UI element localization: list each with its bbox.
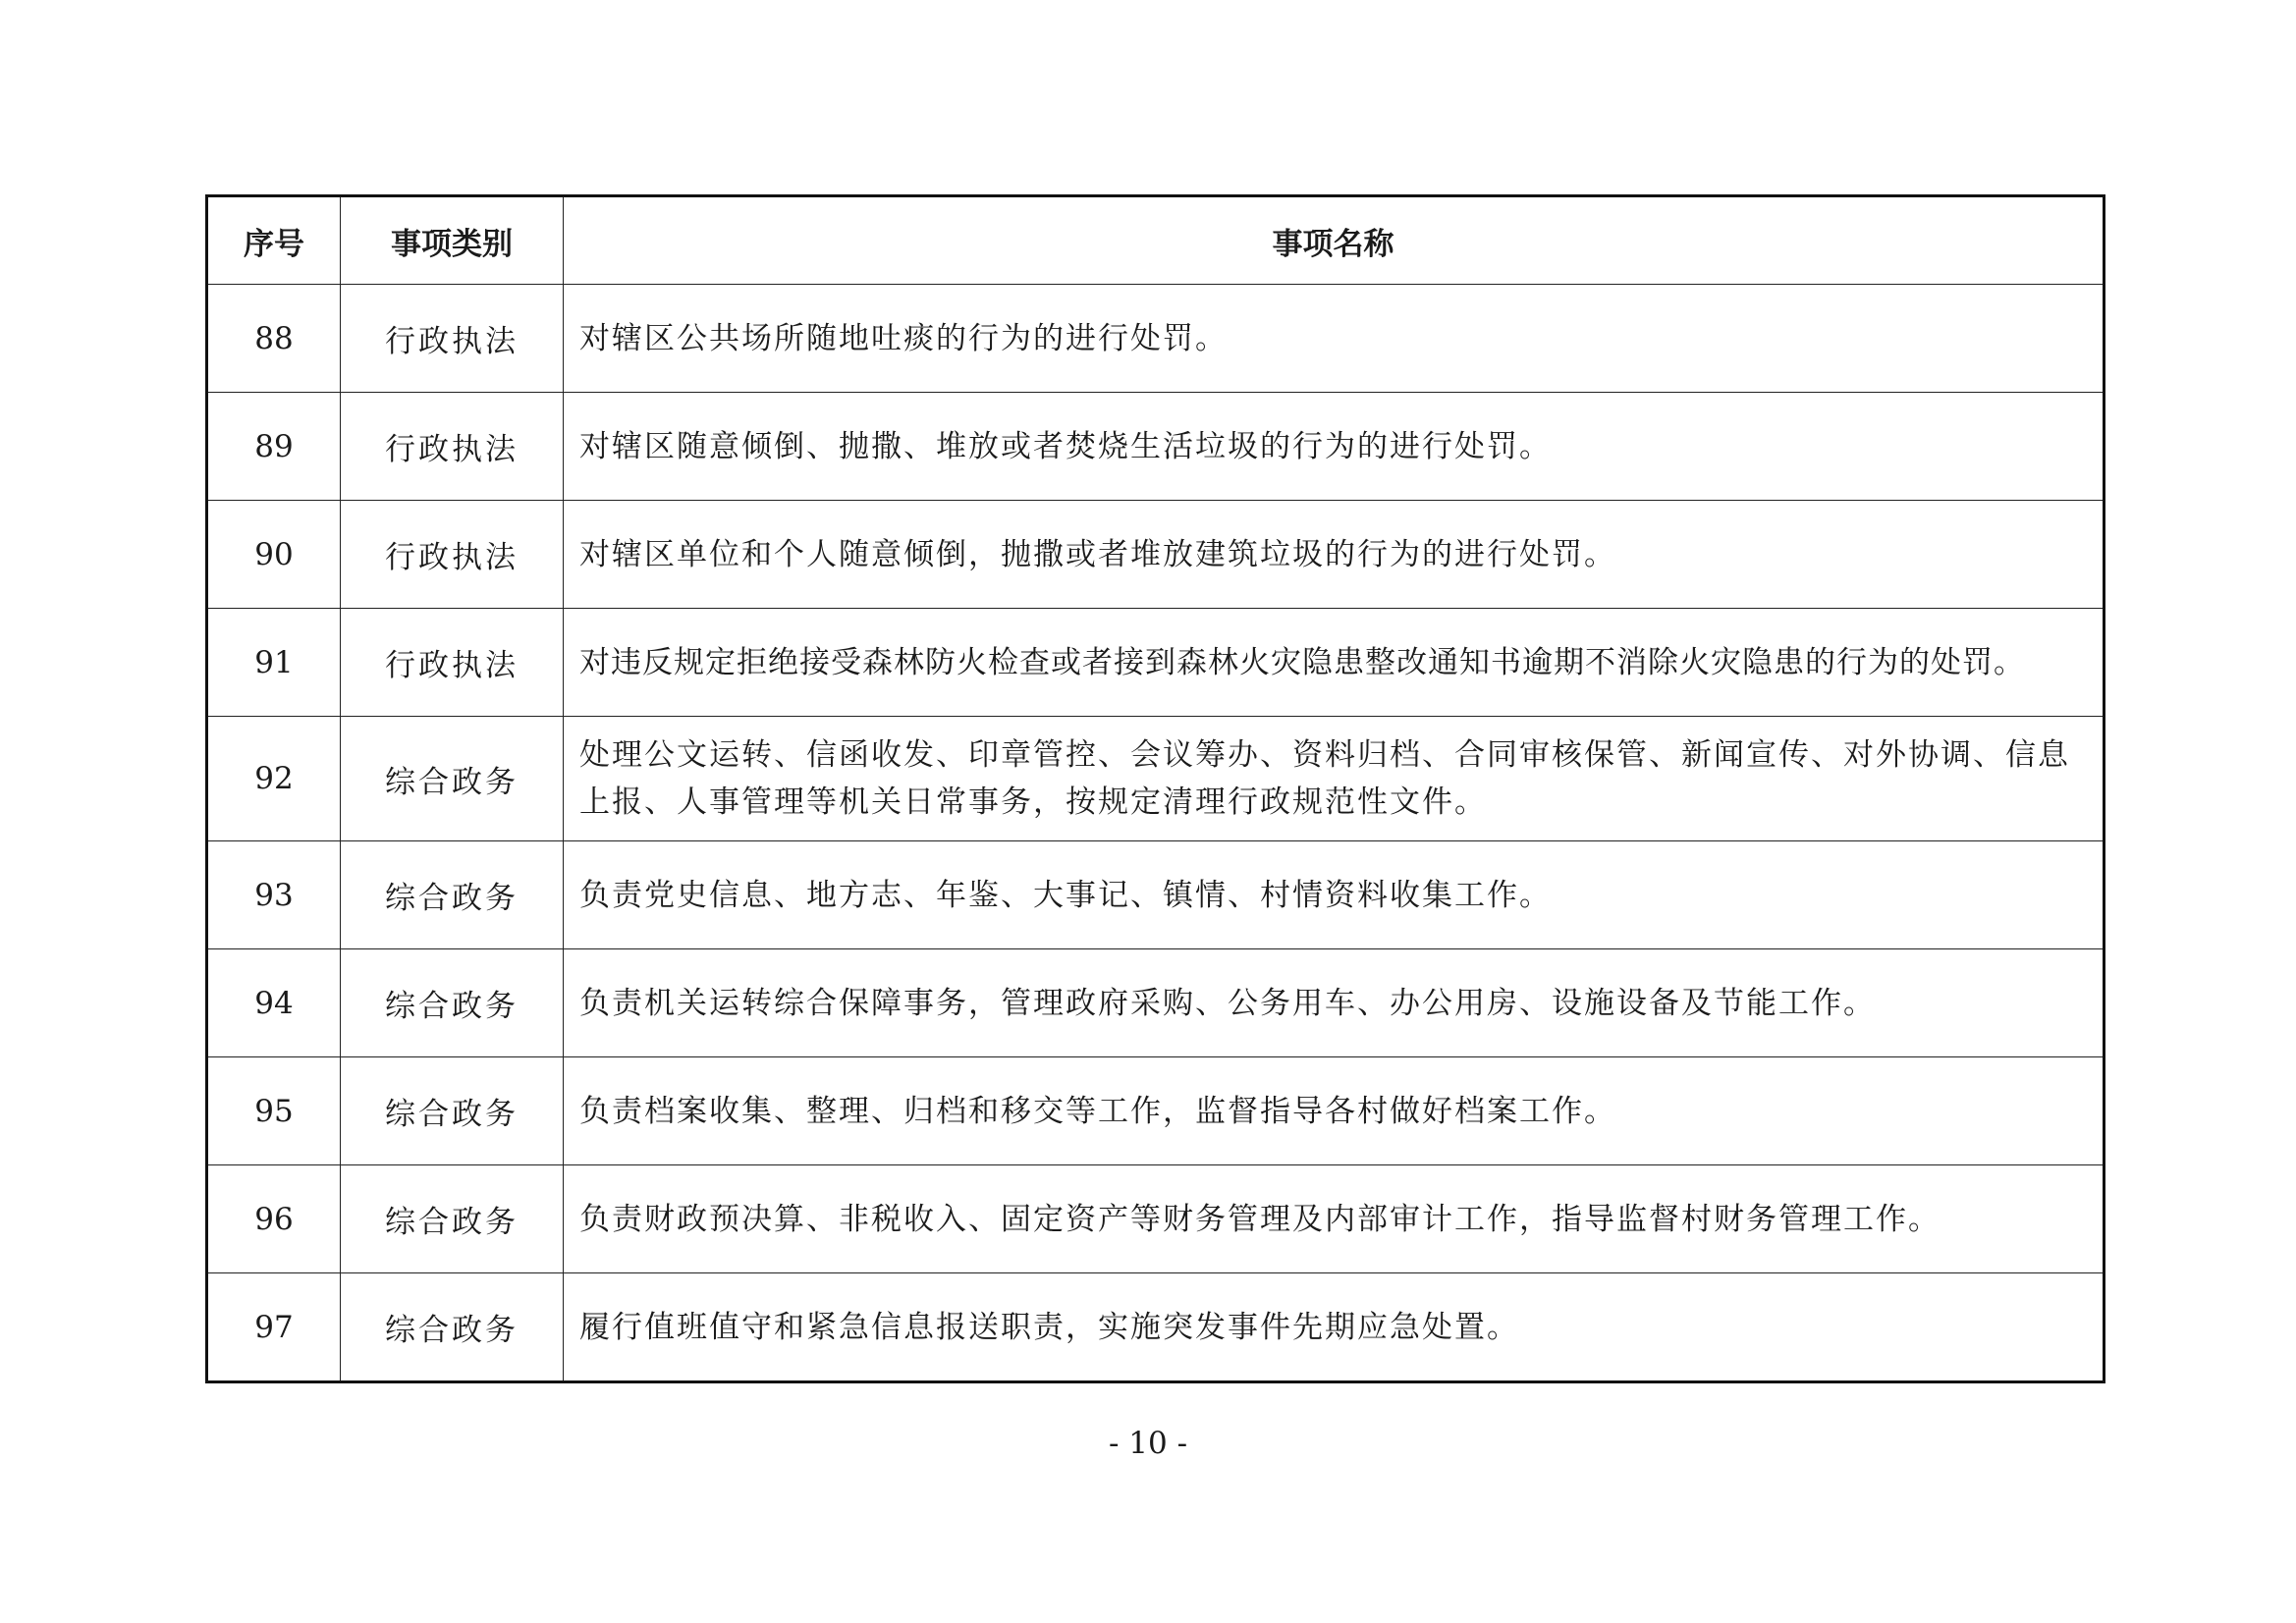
header-no: 序号 bbox=[207, 196, 341, 285]
row-category: 综合政务 bbox=[341, 1273, 564, 1382]
table-row bbox=[207, 841, 2105, 949]
table-row bbox=[207, 949, 2105, 1057]
row-no: 97 bbox=[207, 1273, 341, 1382]
row-category: 综合政务 bbox=[341, 949, 564, 1057]
row-no: 90 bbox=[207, 501, 341, 609]
row-name: 负责档案收集、整理、归档和移交等工作，监督指导各村做好档案工作。 bbox=[564, 1057, 2105, 1165]
row-name: 对辖区公共场所随地吐痰的行为的进行处罚。 bbox=[564, 285, 2105, 393]
row-no: 96 bbox=[207, 1165, 341, 1273]
row-category: 行政执法 bbox=[341, 285, 564, 393]
row-no: 91 bbox=[207, 609, 341, 717]
row-category: 行政执法 bbox=[341, 501, 564, 609]
row-name: 处理公文运转、信函收发、印章管控、会议筹办、资料归档、合同审核保管、新闻宣传、对外协调、信息上报、人事管理等机关日常事务，按规定清理行政规范性文件。 bbox=[564, 717, 2105, 841]
table-row bbox=[207, 393, 2105, 501]
table-row bbox=[207, 1165, 2105, 1273]
row-category: 综合政务 bbox=[341, 1057, 564, 1165]
row-name: 负责财政预决算、非税收入、固定资产等财务管理及内部审计工作，指导监督村财务管理工作。 bbox=[564, 1165, 2105, 1273]
row-category: 综合政务 bbox=[341, 1165, 564, 1273]
table-row bbox=[207, 609, 2105, 717]
row-no: 93 bbox=[207, 841, 341, 949]
table-row bbox=[207, 285, 2105, 393]
matters-table bbox=[205, 194, 2105, 1383]
table-row bbox=[207, 1273, 2105, 1382]
row-category: 行政执法 bbox=[341, 609, 564, 717]
row-category: 综合政务 bbox=[341, 841, 564, 949]
row-name: 负责机关运转综合保障事务，管理政府采购、公务用车、办公用房、设施设备及节能工作。 bbox=[564, 949, 2105, 1057]
row-name: 履行值班值守和紧急信息报送职责，实施突发事件先期应急处置。 bbox=[564, 1273, 2105, 1382]
table-row bbox=[207, 1057, 2105, 1165]
row-no: 95 bbox=[207, 1057, 341, 1165]
page-number: - 10 - bbox=[1108, 1426, 1188, 1461]
row-name: 对辖区单位和个人随意倾倒，抛撒或者堆放建筑垃圾的行为的进行处罚。 bbox=[564, 501, 2105, 609]
table-header-row bbox=[207, 196, 2105, 285]
header-category: 事项类别 bbox=[341, 196, 564, 285]
row-no: 89 bbox=[207, 393, 341, 501]
table-row bbox=[207, 717, 2105, 841]
row-no: 94 bbox=[207, 949, 341, 1057]
row-no: 92 bbox=[207, 717, 341, 841]
row-name: 对辖区随意倾倒、抛撒、堆放或者焚烧生活垃圾的行为的进行处罚。 bbox=[564, 393, 2105, 501]
row-name: 对违反规定拒绝接受森林防火检查或者接到森林火灾隐患整改通知书逾期不消除火灾隐患的行为的处罚。 bbox=[564, 609, 2105, 717]
table-row bbox=[207, 501, 2105, 609]
header-name: 事项名称 bbox=[564, 196, 2105, 285]
row-name: 负责党史信息、地方志、年鉴、大事记、镇情、村情资料收集工作。 bbox=[564, 841, 2105, 949]
row-category: 综合政务 bbox=[341, 717, 564, 841]
row-category: 行政执法 bbox=[341, 393, 564, 501]
row-no: 88 bbox=[207, 285, 341, 393]
